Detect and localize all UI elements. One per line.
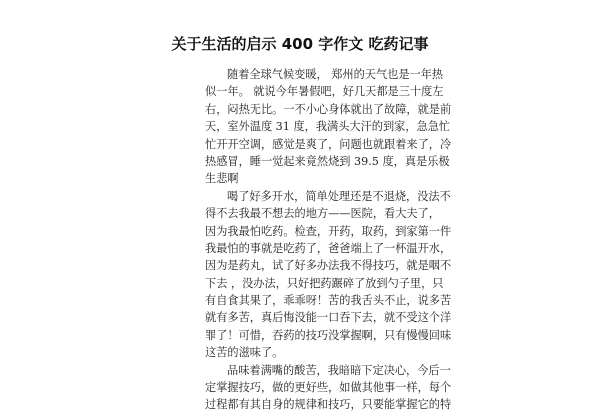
text-line: 过程都有其自身的规律和技巧，只要能掌握它的特 bbox=[205, 398, 452, 412]
text-line: 品味着满嘴的酸苦，我暗暗下定决心，今后一 bbox=[227, 363, 451, 377]
text-line: 喝了好多开水，简单处理还是不退烧，没法不 bbox=[227, 189, 451, 203]
document-title: 关于生活的启示 400 字作文 吃药记事 bbox=[171, 35, 429, 53]
text-line: 热感冒，睡一觉起来竟然烧到 39.5 度，真是乐极 bbox=[205, 154, 450, 168]
text-line: 罪了！可惜，吞药的技巧没掌握啊，只有慢慢回味 bbox=[205, 328, 452, 342]
text-line: 因为是药丸，试了好多办法我不得技巧，就是咽不 bbox=[205, 259, 452, 273]
text-line: 定掌握技巧，做的更好些，如做其他事一样，每个 bbox=[205, 381, 452, 395]
text-line: 似一年。 就说今年暑假吧，好几天都是三十度左 bbox=[205, 85, 444, 99]
document-body bbox=[205, 66, 452, 414]
text-line: 这苦的滋味了。 bbox=[205, 346, 284, 360]
text-line: 我最怕的事就是吃药了，爸爸端上了一杯温开水， bbox=[205, 241, 452, 255]
text-line: 就有多苦，真后悔没能一口吞下去，就不受这个洋 bbox=[205, 311, 452, 325]
text-line: 天，室外温度 31 度，我满头大汗的到家，急急忙 bbox=[205, 120, 451, 134]
text-line: 得不去我最不想去的地方——医院，看大夫了， bbox=[205, 207, 440, 221]
text-line: 随着全球气候变暖， 郑州的天气也是一年热 bbox=[227, 68, 444, 81]
text-line: 有自食其果了，乖乖呀！苦的我舌头不止，说多苦 bbox=[205, 294, 452, 308]
text-line: 右，闷热无比。一不小心身体就出了故障，就是前 bbox=[205, 102, 452, 116]
text-line: 忙开开空调，感觉是爽了，问题也就跟着来了，冷 bbox=[205, 137, 452, 151]
text-line: 生悲啊 bbox=[205, 172, 239, 186]
text-line: 下去 ，没办法，只好把药蹍碎了放到勺子里，只 bbox=[205, 276, 444, 290]
text-line: 因为我最怕吃药。检查，开药，取药，到家第一件 bbox=[205, 224, 452, 238]
